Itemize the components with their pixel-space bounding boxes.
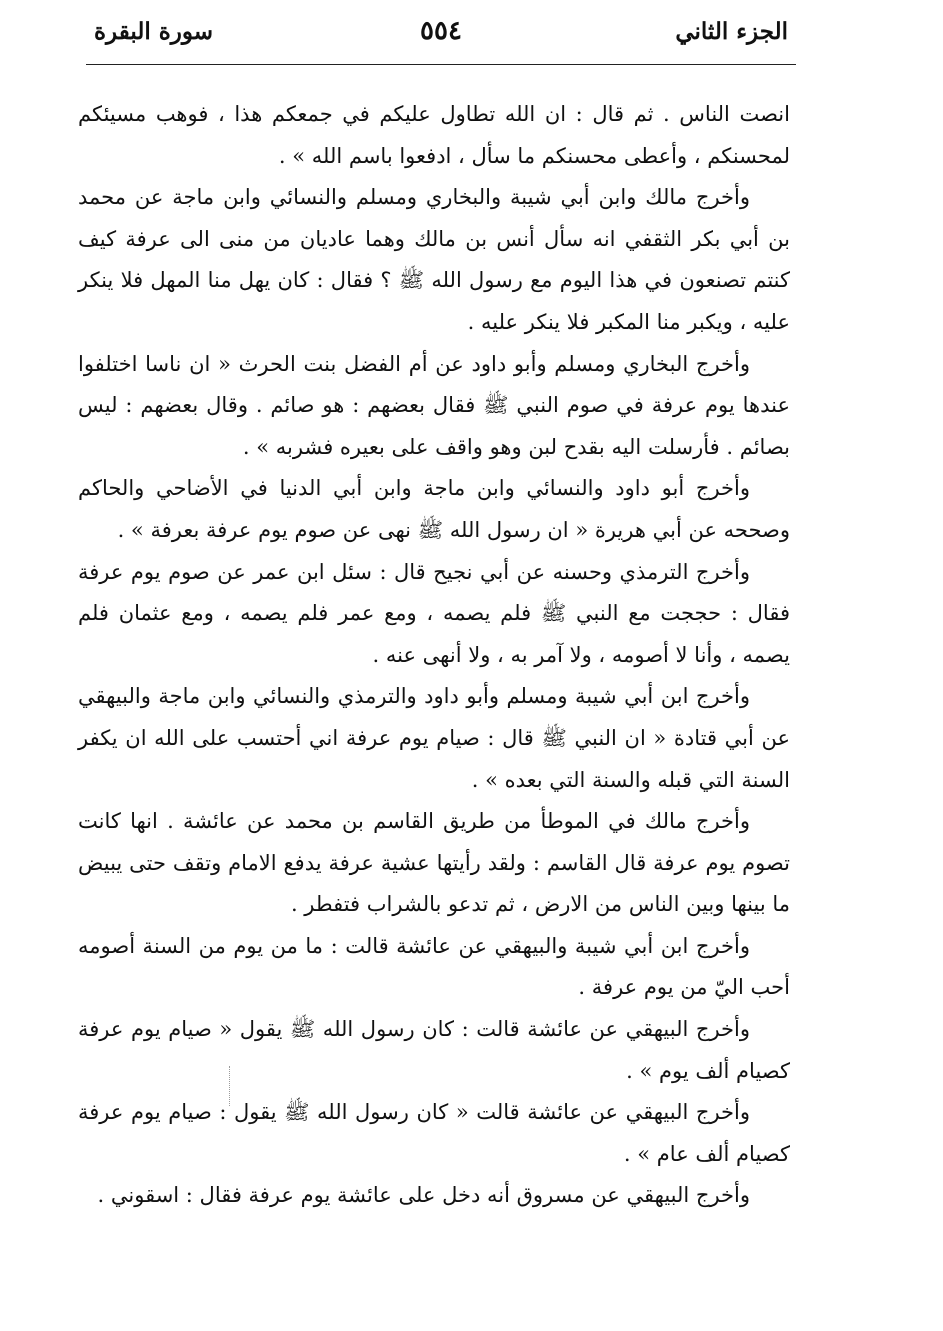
paragraph: وأخرج مالك وابن أبي شيبة والبخاري ومسلم والنسائي وابن ماجة عن محمد بن أبي بكر الثقفي انه سأل أنس بن مالك وهما عاديان من منى الى عرفة كيف كنتم تصنعون في هذا اليوم مع رسول الله ﷺ ؟ فقال : كان يهل منا المهل فلا ينكر عليه ، ويكبر منا المكبر فلا ينكر عليه .	[78, 185, 790, 334]
page-header	[86, 14, 796, 58]
paragraph: وأخرج أبو داود والنسائي وابن ماجة وابن أبي الدنيا في الأضاحي والحاكم وصححه عن أبي هريرة « ان رسول الله ﷺ نهى عن صوم يوم عرفة بعرفة » .	[78, 476, 790, 542]
paragraph: وأخرج ابن أبي شيبة والبيهقي عن عائشة قالت : ما من يوم من السنة أصومه أحب اليّ من يوم عرفة .	[78, 933, 790, 1000]
paragraph: وأخرج مالك في الموطأ من طريق القاسم بن محمد عن عائشة . انها كانت تصوم يوم عرفة قال القاسم : ولقد رأيتها عشية عرفة يدفع الامام وتقف حتى يبيض ما بينها وبين الناس من الارض ، ثم تدعو بالشراب فتفطر .	[78, 809, 790, 917]
paragraph: انصت الناس . ثم قال : ان الله تطاول عليكم في جمعكم هذا ، فوهب مسيئكم لمحسنكم ، وأعطى محسنكم ما سأل ، ادفعوا باسم الله » .	[78, 102, 790, 168]
paragraph: وأخرج الترمذي وحسنه عن أبي نجيح قال : سئل ابن عمر عن صوم يوم عرفة فقال : حججت مع النبي ﷺ فلم يصمه ، ومع عمر فلم يصمه ، ومع عثمان فلم يصمه ، وأنا لا أصومه ، ولا آمر به ، ولا أنهى عنه .	[78, 559, 790, 667]
page-body	[78, 94, 790, 1217]
paragraph: وأخرج ابن أبي شيبة ومسلم وأبو داود والترمذي والنسائي وابن ماجة والبيهقي عن أبي قتادة « ان النبي ﷺ قال : صيام يوم عرفة اني أحتسب على الله ان يكفر السنة التي قبله والسنة التي بعده » .	[78, 684, 790, 792]
part-title: الجزء الثاني	[675, 18, 788, 45]
page-number: ٥٥٤	[420, 16, 462, 46]
header-divider	[86, 64, 796, 65]
paragraph: وأخرج البيهقي عن عائشة قالت « كان رسول الله ﷺ يقول : صيام يوم عرفة كصيام ألف عام » .	[78, 1100, 790, 1166]
paragraph: وأخرج البخاري ومسلم وأبو داود عن أم الفضل بنت الحرث « ان ناسا اختلفوا عندها يوم عرفة في صوم النبي ﷺ فقال بعضهم : هو صائم . وقال بعضهم : ليس بصائم . فأرسلت اليه بقدح لبن وهو واقف على بعيره فشربه » .	[78, 351, 790, 459]
surah-title: سورة البقرة	[94, 18, 214, 45]
scan-mark	[229, 1066, 233, 1106]
paragraph: وأخرج البيهقي عن عائشة قالت : كان رسول الله ﷺ يقول « صيام يوم عرفة كصيام ألف يوم » .	[78, 1017, 790, 1083]
paragraph: وأخرج البيهقي عن مسروق أنه دخل على عائشة يوم عرفة فقال : اسقوني .	[97, 1183, 750, 1208]
